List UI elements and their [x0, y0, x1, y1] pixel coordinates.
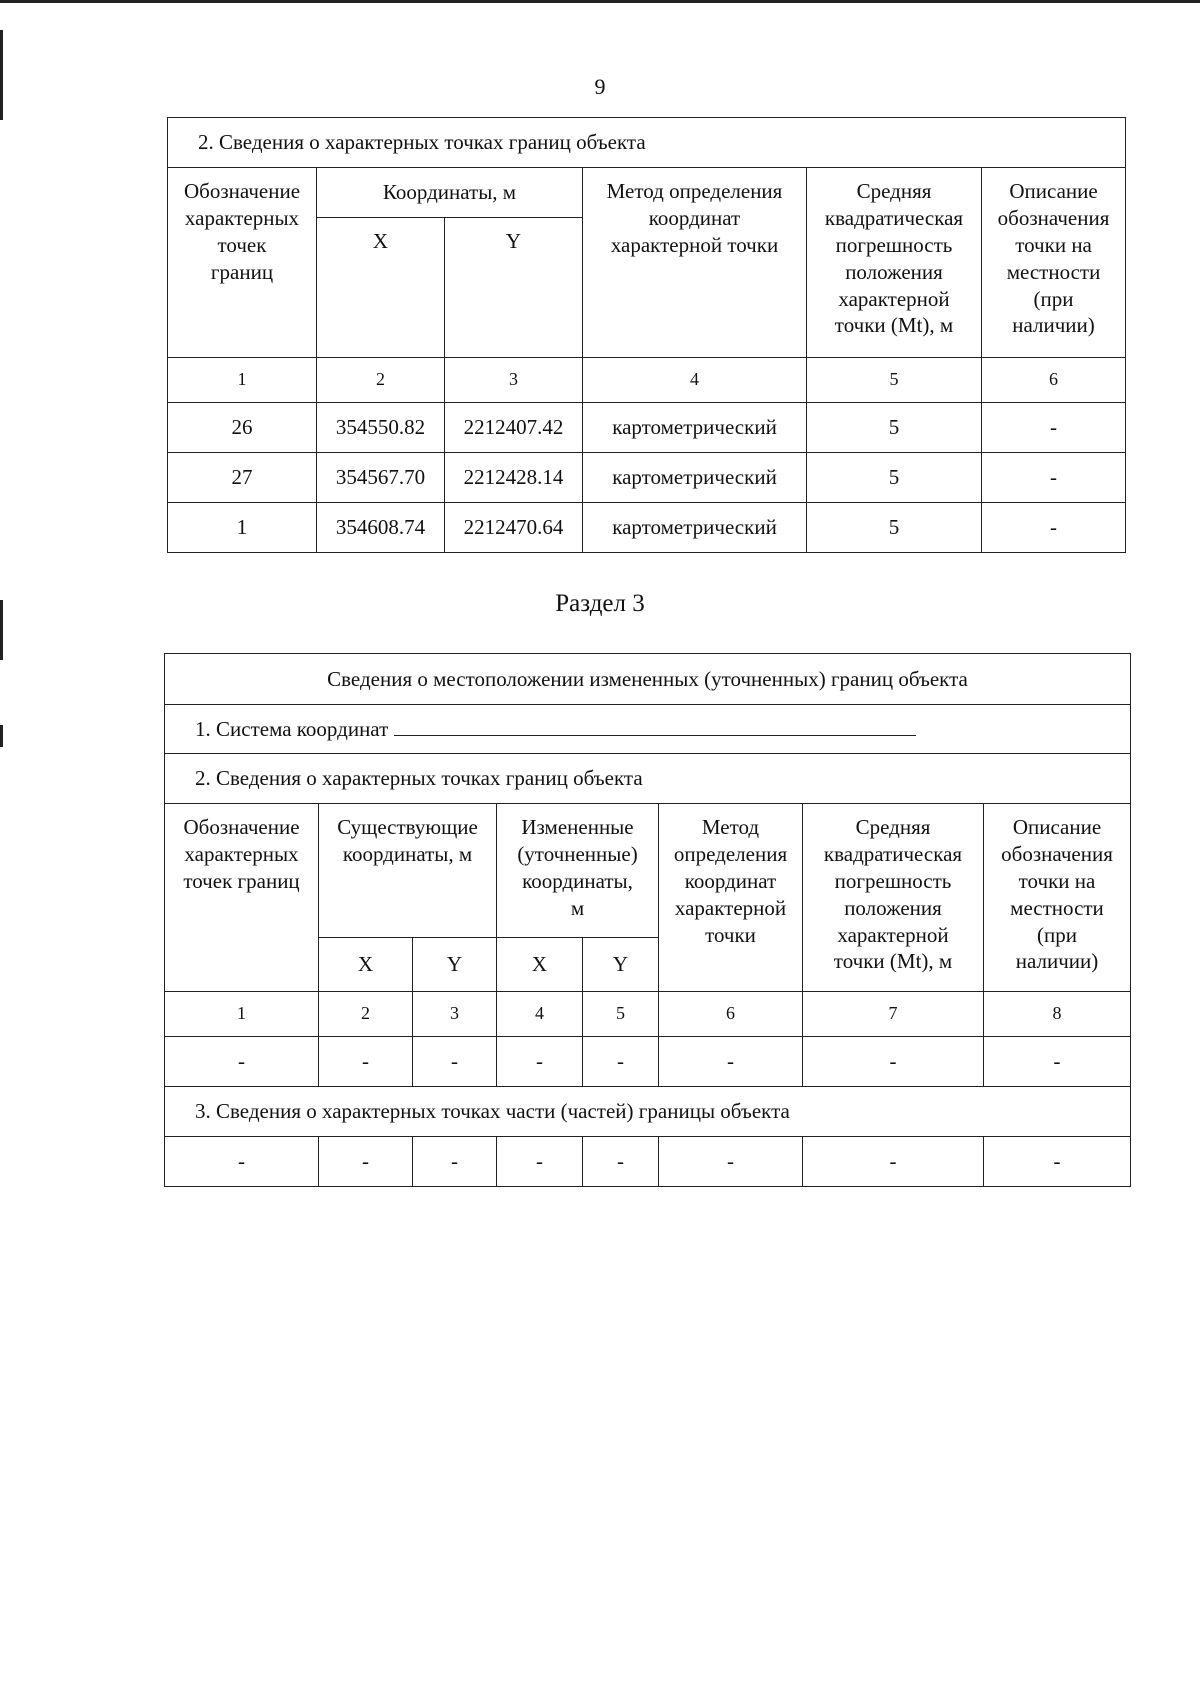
- table-row: [168, 503, 1126, 553]
- description: -: [982, 503, 1126, 553]
- point-id: 27: [168, 453, 317, 503]
- page-number: 9: [594, 74, 606, 99]
- header-description: Описание обозначения точки на местности (при наличии): [984, 804, 1131, 992]
- column-number: 2: [319, 992, 413, 1037]
- empty-cell: -: [497, 1137, 583, 1187]
- scan-border-left: [0, 725, 3, 747]
- point-id: 26: [168, 403, 317, 453]
- coord-system-row: [165, 705, 1131, 754]
- changed-boundaries-table: [164, 653, 1131, 1187]
- error: 5: [807, 403, 982, 453]
- empty-cell: -: [165, 1037, 319, 1087]
- coord-y: 2212470.64: [445, 503, 583, 553]
- column-number: 8: [984, 992, 1131, 1037]
- table-row: [165, 1137, 1131, 1187]
- coord-system-blank: [394, 717, 916, 736]
- method: картометрический: [583, 503, 807, 553]
- empty-cell: -: [984, 1137, 1131, 1187]
- column-number: 3: [445, 358, 583, 403]
- error: 5: [807, 503, 982, 553]
- point-id: 1: [168, 503, 317, 553]
- empty-cell: -: [803, 1037, 984, 1087]
- method: картометрический: [583, 403, 807, 453]
- header-x: X: [497, 938, 583, 992]
- table-row: [168, 453, 1126, 503]
- empty-cell: -: [165, 1137, 319, 1187]
- empty-cell: -: [984, 1037, 1131, 1087]
- error: 5: [807, 453, 982, 503]
- column-number: 3: [413, 992, 497, 1037]
- column-number: 5: [583, 992, 659, 1037]
- description: -: [982, 453, 1126, 503]
- column-number: 4: [583, 358, 807, 403]
- coord-y: 2212428.14: [445, 453, 583, 503]
- section-title: 2. Сведения о характерных точках границ объекта: [168, 118, 1126, 168]
- scan-border-top: [0, 0, 1200, 3]
- column-number: 6: [982, 358, 1126, 403]
- empty-cell: -: [803, 1137, 984, 1187]
- header-designation: Обозначение характерных точек границ: [168, 168, 317, 358]
- column-number: 2: [317, 358, 445, 403]
- section-title: 3. Сведения о характерных точках части (частей) границы объекта: [165, 1087, 1131, 1137]
- header-error: Средняя квадратическая погрешность положения характерной точки (Mt), м: [803, 804, 984, 992]
- header-changed-coordinates: Измененные (уточненные) координаты, м: [497, 804, 659, 938]
- column-number: 1: [165, 992, 319, 1037]
- coord-x: 354550.82: [317, 403, 445, 453]
- empty-cell: -: [413, 1037, 497, 1087]
- empty-cell: -: [319, 1037, 413, 1087]
- coord-y: 2212407.42: [445, 403, 583, 453]
- table-title: Сведения о местоположении измененных (уточненных) границ объекта: [165, 654, 1131, 705]
- header-y: Y: [583, 938, 659, 992]
- coord-x: 354567.70: [317, 453, 445, 503]
- column-number: 6: [659, 992, 803, 1037]
- empty-cell: -: [659, 1137, 803, 1187]
- empty-cell: -: [583, 1037, 659, 1087]
- column-number: 4: [497, 992, 583, 1037]
- coord-x: 354608.74: [317, 503, 445, 553]
- column-number: 5: [807, 358, 982, 403]
- empty-cell: -: [497, 1037, 583, 1087]
- header-designation: Обозначение характерных точек границ: [165, 804, 319, 992]
- header-x: X: [317, 218, 445, 358]
- header-method: Метод определения координат характерной точки: [659, 804, 803, 992]
- section-3-title: Раздел 3: [555, 590, 645, 617]
- table-row: [168, 403, 1126, 453]
- table-row: [165, 1037, 1131, 1087]
- section-title: 2. Сведения о характерных точках границ объекта: [165, 754, 1131, 804]
- description: -: [982, 403, 1126, 453]
- empty-cell: -: [319, 1137, 413, 1187]
- header-description: Описание обозначения точки на местности (при наличии): [982, 168, 1126, 358]
- empty-cell: -: [413, 1137, 497, 1187]
- header-x: X: [319, 938, 413, 992]
- empty-cell: -: [659, 1037, 803, 1087]
- header-y: Y: [413, 938, 497, 992]
- empty-cell: -: [583, 1137, 659, 1187]
- header-method: Метод определения координат характерной точки: [583, 168, 807, 358]
- column-number: 1: [168, 358, 317, 403]
- header-existing-coordinates: Существующие координаты, м: [319, 804, 497, 938]
- coord-system-label: 1. Система координат: [195, 716, 389, 741]
- boundary-points-table: [167, 117, 1126, 553]
- column-number: 7: [803, 992, 984, 1037]
- header-y: Y: [445, 218, 583, 358]
- method: картометрический: [583, 453, 807, 503]
- header-coordinates: Координаты, м: [317, 168, 583, 218]
- header-error: Средняя квадратическая погрешность положения характерной точки (Mt), м: [807, 168, 982, 358]
